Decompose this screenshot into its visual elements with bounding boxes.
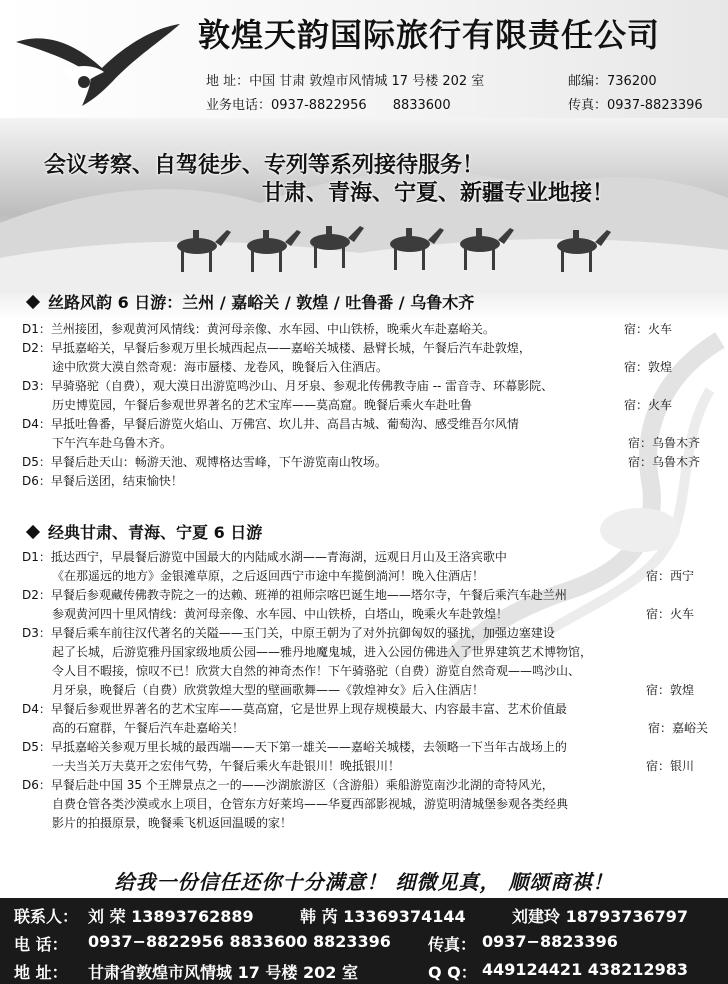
postcode-value: 736200 (607, 74, 657, 89)
tour2-day-6 (22, 776, 712, 833)
phone-value-1: 0937-8822956 (271, 98, 367, 113)
stay-label: 宿：嘉峪关 (647, 721, 708, 735)
day-line: D4：早抵吐鲁番，早餐后游览火焰山、万佛宫、坎儿井、高昌古城、葡萄沟、感受维吾尔风情 (22, 417, 519, 431)
day-line: D2：早餐后参观藏传佛教寺院之一的达赖、班禅的祖师宗喀巴诞生地——塔尔寺，午餐后乘汽车赴兰州 (22, 588, 567, 602)
tour1-day-2 (22, 339, 712, 377)
day-line: 高的石窟群，午餐后汽车赴嘉峪关！ (52, 721, 245, 735)
day-line: D1：抵达西宁，早晨餐后游览中国最大的内陆咸水湖——青海湖，远观日月山及王洛宾歌中 (22, 550, 507, 564)
tour2-day-4 (22, 700, 712, 738)
day-line: 历史博览园，午餐后参观世界著名的艺术宝库——莫高窟。晚餐后乘火车赴吐鲁 (52, 398, 473, 412)
footer-qq-label: Q Q： (428, 963, 477, 982)
tour1-day-3 (22, 377, 712, 415)
tour1-day-6 (22, 472, 712, 491)
footer-fax-value: 0937−8823396 (482, 932, 618, 951)
stay-label: 宿：西宁 (645, 569, 694, 583)
phone-value-2: 8833600 (392, 98, 451, 113)
fax-label: 传真： (568, 98, 608, 113)
tour2-day-3 (22, 624, 712, 700)
postcode-line (568, 70, 657, 89)
stay-label: 宿：火车 (645, 607, 694, 621)
fax-value: 0937-8823396 (607, 98, 703, 113)
day-line: D5：早抵嘉峪关参观万里长城的最西端——天下第一雄关——嘉峪关城楼，去领略一下当年古战场上的 (22, 740, 567, 754)
phone-line (206, 94, 451, 113)
day-line: D6：早餐后赴中国 35 个王牌景点之一的——沙湖旅游区（含游船）乘船游览南沙北湖的奇特风光， (22, 778, 554, 792)
day-line: D1：兰州接团，参观黄河风情线：黄河母亲像、水车园、中山铁桥，晚乘火车赴嘉峪关。 (22, 322, 495, 336)
company-logo (12, 20, 182, 110)
tour1-day-5 (22, 453, 712, 472)
day-line: D3：早骑骆驼（自费），观大漠日出游览鸣沙山、月牙泉、参观北传佛教寺庙 -- 雷音寺、环幕影院、 (22, 379, 554, 393)
promo-line-2: 甘肃、青海、宁夏、新疆专业地接！ (262, 180, 615, 206)
tour1-day-1 (22, 320, 712, 339)
address-line (206, 70, 484, 89)
stay-label: 宿：乌鲁木齐 (627, 436, 700, 450)
stay-label: 宿：火车 (623, 322, 672, 336)
diamond-bullet-icon (26, 294, 40, 308)
tour2-itinerary (22, 548, 712, 833)
footer-phone-value: 0937−8822956 8833600 8823396 (88, 932, 391, 951)
day-line: D5：早餐后赴天山：畅游天池、观博格达雪峰，下午游览南山牧场。 (22, 455, 387, 469)
promo-line-1: 会议考察、自驾徒步、专列等系列接待服务！ (44, 152, 485, 178)
day-line: 令人目不暇接，惊叹不已！欣赏大自然的神奇杰作！下午骑骆驼（自费）游览自然奇观——鸣沙山、 (52, 664, 581, 678)
stay-label: 宿：乌鲁木齐 (627, 455, 700, 469)
day-line: 自费仓管各类沙漠或水上项目，仓管东方好莱坞——华夏西部影视城，游览明清城堡参观各类经典 (52, 797, 569, 811)
company-name: 敦煌天韵国际旅行有限责任公司 (198, 16, 661, 54)
footer-address-value: 甘肃省敦煌市风情城 17 号楼 202 室 (88, 963, 358, 982)
tour2-day-1 (22, 548, 712, 586)
header (0, 0, 728, 118)
day-line: D6：早餐后送团，结束愉快！ (22, 474, 183, 488)
day-line: 月牙泉，晚餐后（自费）欣赏敦煌大型的壁画歌舞——《敦煌神女》后入住酒店！ (52, 683, 485, 697)
contact-label: 联系人： (14, 907, 79, 926)
day-line: D2：早抵嘉峪关，早餐后参观万里长城西起点——嘉峪关城楼、悬臂长城，午餐后汽车赴敦煌， (22, 341, 531, 355)
footer-qq-value: 449124421 438212983 (482, 960, 688, 979)
stay-label: 宿：银川 (645, 759, 694, 773)
footer-fax-label: 传真： (428, 935, 477, 954)
tour1-itinerary (22, 320, 712, 491)
slogan: 给我一份信任还你十分满意！ 细微见真， 顺颂商祺！ (114, 870, 614, 894)
diamond-bullet-icon (26, 524, 40, 538)
stay-label: 宿：火车 (623, 398, 672, 412)
address-label: 地 址： (206, 74, 250, 89)
stay-label: 宿：敦煌 (645, 683, 694, 697)
day-line: 下午汽车赴乌鲁木齐。 (52, 436, 173, 450)
tour1-day-4 (22, 415, 712, 453)
footer-phone-label: 电 话： (14, 935, 68, 954)
tour1-title: 丝路风韵 6 日游：兰州 / 嘉峪关 / 敦煌 / 吐鲁番 / 乌鲁木齐 (48, 293, 475, 312)
stay-label: 宿：敦煌 (623, 360, 672, 374)
tour2-title-row (28, 520, 262, 543)
tour2-day-2 (22, 586, 712, 624)
day-line: 影片的拍摄原景，晚餐乘飞机返回温暖的家！ (52, 816, 293, 830)
day-line: 一夫当关万夫莫开之宏伟气势，午餐后乘火车赴银川！晚抵银川！ (52, 759, 401, 773)
contact-3: 刘建玲 18793736797 (512, 907, 689, 926)
day-line: 起了长城，后游览雅丹国家级地质公园——雅丹地魔鬼城，进入公园仿佛进入了世界建筑艺术博物馆， (52, 645, 593, 659)
tour2-day-5 (22, 738, 712, 776)
address-value: 中国 甘肃 敦煌市风情城 17 号楼 202 室 (249, 74, 485, 89)
day-line: 《在那遥远的地方》金银滩草原，之后返回西宁市途中车揽倒淌河！晚入住酒店！ (52, 569, 485, 583)
contact-footer (0, 898, 728, 984)
day-line: D3：早餐后乘车前往汉代著名的关隘——玉门关，中原王朝为了对外抗御匈奴的骚扰，加强边塞建设 (22, 626, 555, 640)
contact-2: 韩 芮 13369374144 (300, 907, 466, 926)
day-line: 参观黄河四十里风情线：黄河母亲像、水车园、中山铁桥，白塔山，晚乘火车赴敦煌！ (52, 607, 509, 621)
footer-address-label: 地 址： (14, 963, 68, 982)
day-line: 途中欣赏大漠自然奇观：海市蜃楼、龙卷风，晚餐后入住酒店。 (52, 360, 389, 374)
phone-label: 业务电话： (206, 98, 272, 113)
tour1-title-row (28, 290, 474, 313)
contact-1: 刘 荣 13893762889 (88, 907, 254, 926)
tour2-title: 经典甘肃、青海、宁夏 6 日游 (48, 523, 263, 542)
postcode-label: 邮编： (568, 74, 608, 89)
day-line: D4：早餐后参观世界著名的艺术宝库——莫高窟，它是世界上现存规模最大、内容最丰富、艺术价值最 (22, 702, 567, 716)
fax-line (568, 94, 703, 113)
